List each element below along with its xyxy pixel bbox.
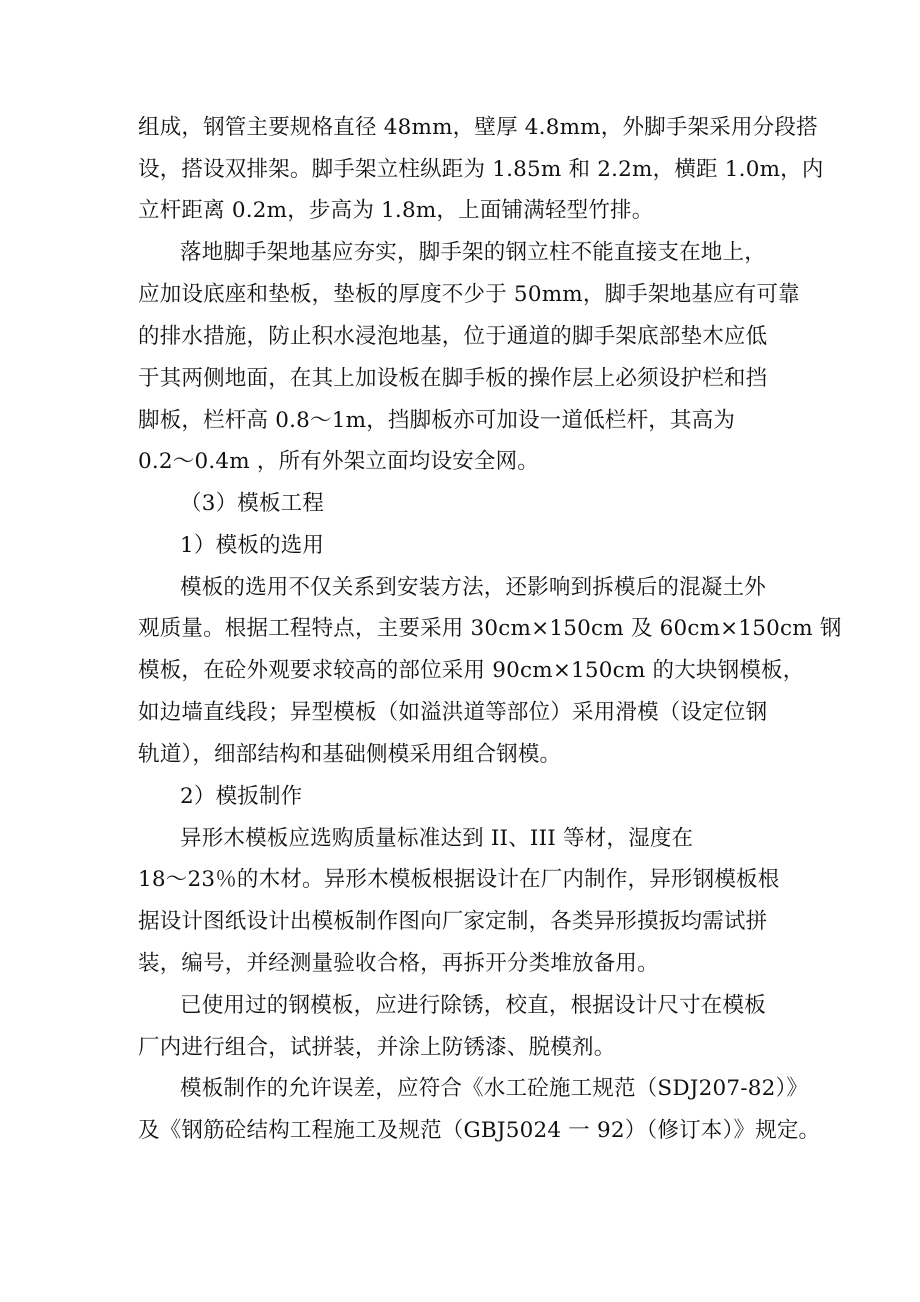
paragraph-first-line: 已使用过的钢模板，应进行除锈，校直，根据设计尺寸在模板 (180, 993, 766, 1018)
section-heading: （3）模板工程 (180, 491, 325, 516)
paragraph-first-line: 模板制作的允许误差，应符合《水工砼施工规范（SDJ207-82）》 (180, 1076, 809, 1101)
text-line: 如边墙直线段；异型模板（如溢洪道等部位）采用滑模（设定位钢 (138, 700, 768, 725)
text-line: 轨道），细部结构和基础侧模采用组合钢模。 (138, 742, 562, 767)
text-line: 模板，在砼外观要求较高的部位采用 90cm×150cm 的大块钢模板， (138, 658, 805, 683)
text-line: 及《钢筋砼结构工程施工及规范（GBJ5024 一 92）（修订本）》规定。 (138, 1118, 821, 1143)
paragraph-first-line: 落地脚手架地基应夯实，脚手架的钢立柱不能直接支在地上， (180, 240, 766, 265)
paragraph-first-line: 异形木模板应选购质量标准达到 II、III 等材，湿度在 (180, 826, 694, 851)
text-line: 组成，钢管主要规格直径 48mm，壁厚 4.8mm，外脚手架采用分段搭 (138, 115, 818, 140)
subsection-heading: 2）模扳制作 (180, 784, 303, 809)
text-line: 厂内进行组合，试拼装，并涂上防锈漆、脱模剂。 (138, 1035, 616, 1060)
text-line: 设，搭设双排架。脚手架立柱纵距为 1.85m 和 2.2m，横距 1.0m，内 (138, 157, 824, 182)
text-line: 的排水措施，防止积水浸泡地基，位于通道的脚手架底部垫木应低 (138, 324, 768, 349)
text-line: 18～23％的木材。异形木模板根据设计在厂内制作，异形钢模板根 (138, 867, 780, 892)
paragraph-first-line: 模板的选用不仅关系到安装方法，还影响到拆模后的混凝土外 (180, 575, 766, 600)
text-line: 观质量。根据工程特点，主要采用 30cm×150cm 及 60cm×150cm 钢 (138, 616, 842, 641)
text-line: 装，编号，并经测量验收合格，再拆开分类堆放备用。 (138, 951, 659, 976)
text-line: 0.2～0.4m ，所有外架立面均设安全网。 (138, 449, 540, 474)
text-line: 立杆距离 0.2m，步高为 1.8m，上面铺满轻型竹排。 (138, 198, 654, 223)
subsection-heading: 1）模板的选用 (180, 533, 325, 558)
text-line: 脚板，栏杆高 0.8～1m，挡脚板亦可加设一道低栏杆，其高为 (138, 408, 736, 433)
text-line: 应加设底座和垫板，垫板的厚度不少于 50mm，脚手架地基应有可靠 (138, 282, 800, 307)
text-line: 于其两侧地面，在其上加设板在脚手板的操作层上必须设护栏和挡 (138, 366, 768, 391)
text-line: 据设计图纸设计出模板制作图向厂家定制，各类异形摸扳均需试拼 (138, 909, 768, 934)
